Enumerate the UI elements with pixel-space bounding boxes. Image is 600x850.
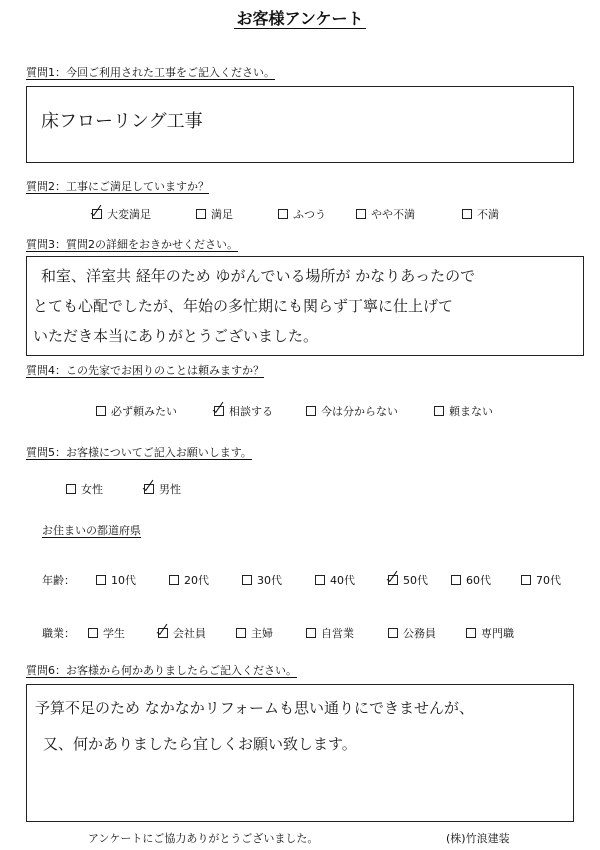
question-3-answer-line-2: とても心配でしたが、年始の多忙期にも関らず丁寧に仕上げて: [33, 297, 454, 315]
q2-option-very-satisfied[interactable]: 大変満足: [92, 206, 151, 222]
question-3-answer-line-1: 和室、洋室共 経年のため ゆがんでいる場所が かなりあったので: [41, 267, 476, 285]
checkbox[interactable]: [451, 575, 461, 585]
checkbox[interactable]: [388, 628, 398, 638]
prefecture-label: お住まいの都道府県: [42, 524, 141, 537]
question-5-label: 質問5：お客様についてご記入お願いします。: [26, 446, 252, 459]
question-1-label: 質問1：今回ご利用された工事をご記入ください。: [26, 66, 275, 79]
q4-option-consult[interactable]: 相談する: [214, 403, 273, 419]
survey-title: お客様アンケート: [236, 9, 364, 28]
checkbox[interactable]: [356, 209, 366, 219]
footer-thanks: アンケートにご協力ありがとうございました。: [88, 832, 319, 845]
job-option-homemaker[interactable]: 主婦: [236, 625, 273, 641]
question-2-label: 質問2：工事にご満足していますか？: [26, 180, 209, 193]
question-6-answer-box[interactable]: [26, 684, 574, 822]
q2-option-neutral[interactable]: ふつう: [278, 206, 326, 222]
checkbox[interactable]: [236, 628, 246, 638]
job-option-civil-servant[interactable]: 公務員: [388, 625, 436, 641]
checkbox-checked[interactable]: [144, 484, 154, 494]
age-label: 年齢：: [42, 574, 75, 587]
q5-option-female[interactable]: 女性: [66, 481, 103, 497]
age-option-30s[interactable]: 30代: [242, 572, 282, 588]
checkbox-checked[interactable]: [388, 575, 398, 585]
question-6-answer-line-1: 予算不足のため なかなかリフォームも思い通りにできませんが、: [35, 699, 475, 717]
q4-option-definitely[interactable]: 必ず頼みたい: [96, 403, 177, 419]
question-3-answer-line-3: いただき本当にありがとうございました。: [33, 327, 319, 345]
checkbox[interactable]: [66, 484, 76, 494]
checkbox[interactable]: [462, 209, 472, 219]
checkbox[interactable]: [434, 406, 444, 416]
checkbox-checked[interactable]: [92, 209, 102, 219]
age-option-50s[interactable]: 50代: [388, 572, 428, 588]
checkbox[interactable]: [315, 575, 325, 585]
age-option-20s[interactable]: 20代: [169, 572, 209, 588]
age-option-70s[interactable]: 70代: [521, 572, 561, 588]
q5-option-male[interactable]: 男性: [144, 481, 181, 497]
question-6-label: 質問6：お客様から何かありましたらご記入ください。: [26, 664, 297, 677]
question-4-label: 質問4：この先家でお困りのことは頼みますか？: [26, 364, 264, 377]
footer-company: (株)竹浪建装: [446, 832, 510, 845]
q2-option-somewhat-dissatisfied[interactable]: やや不満: [356, 206, 415, 222]
checkbox[interactable]: [278, 209, 288, 219]
question-3-label: 質問3：質問2の詳細をおきかせください。: [26, 238, 238, 251]
checkbox[interactable]: [196, 209, 206, 219]
job-label: 職業：: [42, 627, 75, 640]
checkbox[interactable]: [169, 575, 179, 585]
checkbox[interactable]: [521, 575, 531, 585]
checkbox[interactable]: [242, 575, 252, 585]
age-option-60s[interactable]: 60代: [451, 572, 491, 588]
job-option-professional[interactable]: 専門職: [466, 625, 514, 641]
question-1-answer: 床フローリング工事: [41, 111, 203, 132]
checkbox[interactable]: [306, 628, 316, 638]
question-1-answer-box[interactable]: [26, 86, 574, 163]
question-6-answer-line-2: 又、何かありましたら宜しくお願い致します。: [43, 735, 357, 753]
checkbox[interactable]: [96, 575, 106, 585]
q4-option-undecided[interactable]: 今は分からない: [306, 403, 398, 419]
checkbox-checked[interactable]: [158, 628, 168, 638]
checkbox[interactable]: [466, 628, 476, 638]
question-3-answer-box[interactable]: [26, 256, 584, 356]
q4-option-no[interactable]: 頼まない: [434, 403, 493, 419]
q2-option-dissatisfied[interactable]: 不満: [462, 206, 499, 222]
age-option-40s[interactable]: 40代: [315, 572, 355, 588]
job-option-self-employed[interactable]: 自営業: [306, 625, 354, 641]
age-option-10s[interactable]: 10代: [96, 572, 136, 588]
job-option-student[interactable]: 学生: [88, 625, 125, 641]
checkbox[interactable]: [88, 628, 98, 638]
q2-option-satisfied[interactable]: 満足: [196, 206, 233, 222]
checkbox[interactable]: [306, 406, 316, 416]
job-option-employee[interactable]: 会社員: [158, 625, 206, 641]
checkbox-checked[interactable]: [214, 406, 224, 416]
checkbox[interactable]: [96, 406, 106, 416]
